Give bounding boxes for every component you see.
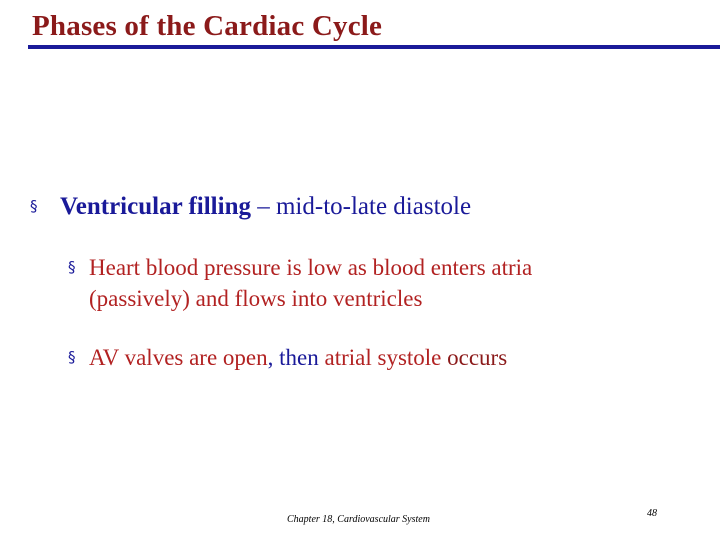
title-underline — [28, 45, 720, 49]
page-number: 48 — [647, 508, 657, 519]
sub-bullet-line1: Heart blood pressure is low as blood enters atria — [89, 255, 533, 280]
av-valves-text: AV valves are open — [89, 345, 268, 370]
bullet-marker-icon: § — [30, 197, 38, 215]
bullet-rest: – mid-to-late diastole — [250, 193, 472, 220]
bullet-term: Ventricular filling — [60, 193, 251, 220]
slide-title: Phases of the Cardiac Cycle — [32, 10, 383, 42]
sub-bullet-pressure — [68, 252, 688, 314]
sub-bullet-av-valves — [68, 342, 688, 373]
sub-bullet-marker-icon: § — [68, 258, 76, 276]
sub-bullet-line2: (passively) and flows into ventricles — [89, 286, 423, 311]
atrial-systole-text: atrial systole — [324, 345, 442, 370]
sub-bullet-marker-icon: § — [68, 348, 76, 366]
footer-chapter: Chapter 18, Cardiovascular System — [287, 514, 430, 525]
then-text: , then — [267, 345, 325, 370]
occurs-text: occurs — [441, 345, 508, 370]
bullet-ventricular-filling — [30, 193, 690, 221]
